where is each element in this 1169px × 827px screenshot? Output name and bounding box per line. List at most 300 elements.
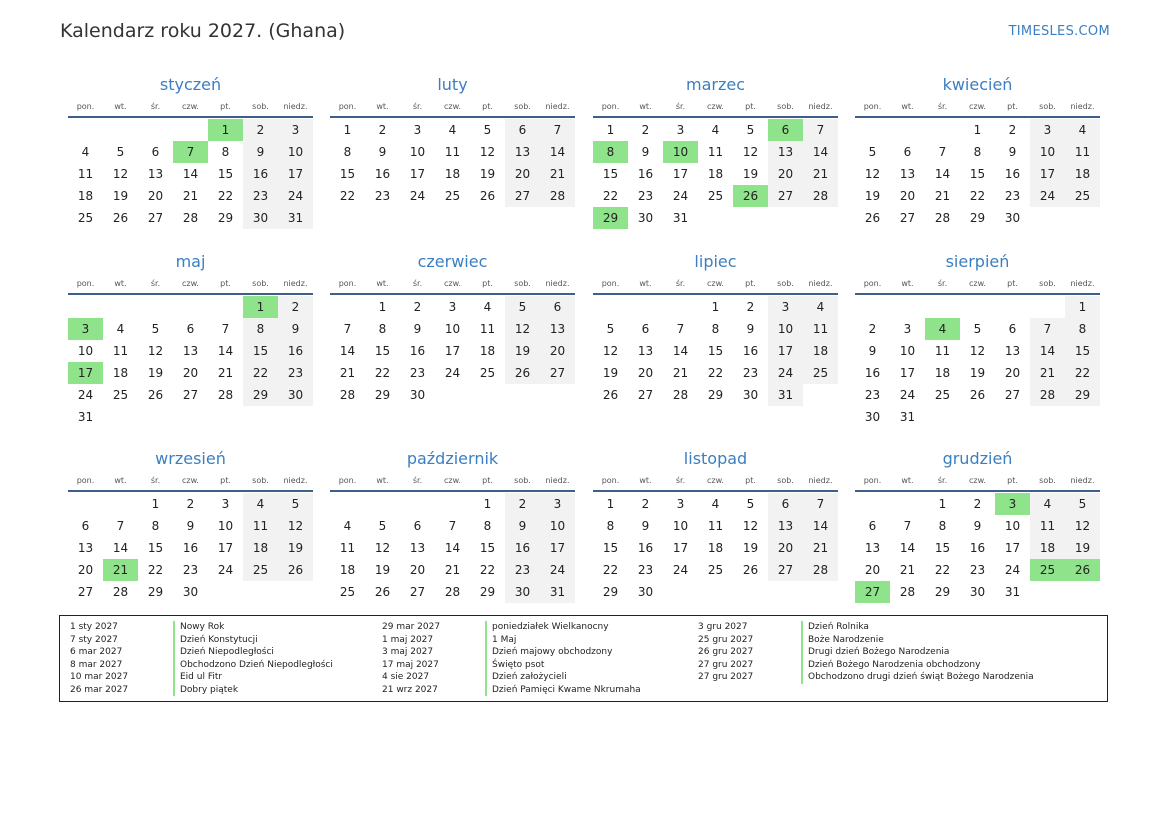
legend-date: 1 sty 2027 [70,622,118,632]
day-cell: 19 [1065,537,1100,559]
day-cell: 2 [641,497,650,511]
weekday-label: czw. [969,102,986,111]
day-cell: 17 [1030,163,1065,185]
day-cell: 27 [147,211,164,225]
empty-cell [855,296,890,318]
day-cell: 17 [278,163,313,185]
weekday-label: wt. [376,476,389,485]
day-cell: 3 [278,119,313,141]
day-cell: 15 [243,340,278,362]
day-cell: 12 [602,344,619,358]
day-cell: 3 [413,123,422,137]
day-grid [855,493,1100,603]
day-cell: 19 [864,189,881,203]
day-grid [68,493,313,603]
day-cell: 4 [1065,119,1100,141]
day-cell: 23 [742,366,759,380]
day-cell: 11 [707,519,724,533]
day-cell: 8 [151,519,160,533]
day-cell: 13 [540,318,575,340]
day-cell: 18 [1030,537,1065,559]
day-cell: 13 [409,541,426,555]
day-cell: 2 [278,296,313,318]
site-link[interactable]: TIMESLES.COM [1008,24,1110,39]
day-cell: 22 [602,189,619,203]
day-cell: 17 [672,167,689,181]
page-title: Kalendarz roku 2027. (Ghana) [60,20,346,42]
day-cell: 9 [641,145,650,159]
day-cell: 27 [637,388,654,402]
day-cell: 9 [973,519,982,533]
month-name: czerwiec [417,252,488,271]
weekday-label: pon. [76,102,95,111]
day-grid [68,296,313,428]
weekday-label: sob. [514,279,531,288]
empty-cell [138,119,173,141]
day-cell: 12 [112,167,129,181]
day-cell: 5 [973,322,982,336]
day-cell: 29 [479,585,496,599]
day-cell: 1 [711,300,720,314]
empty-cell [138,296,173,318]
day-cell: 20 [637,366,654,380]
day-cell: 11 [1065,141,1100,163]
day-cell: 12 [147,344,164,358]
day-cell: 30 [1004,211,1021,225]
day-cell: 2 [868,322,877,336]
weekday-label: śr. [412,476,423,485]
day-cell: 27 [1004,388,1021,402]
day-cell: 5 [483,123,492,137]
day-cell: 24 [1004,563,1021,577]
day-cell: 5 [606,322,615,336]
holiday-day-cell: 21 [103,559,138,581]
weekday-label: pt. [745,279,756,288]
legend-date: 3 maj 2027 [382,647,434,657]
weekday-label: czw. [969,476,986,485]
holiday-day-cell: 8 [593,141,628,163]
weekday-label: wt. [901,102,914,111]
day-cell: 11 [934,344,951,358]
day-cell: 21 [803,163,838,185]
weekday-label: pt. [482,102,493,111]
empty-cell [925,119,960,141]
day-cell: 7 [540,119,575,141]
day-cell: 8 [343,145,352,159]
day-cell: 24 [77,388,94,402]
weekday-label: wt. [639,476,652,485]
day-cell: 29 [969,211,986,225]
day-cell: 1 [973,123,982,137]
weekday-label: śr. [150,476,161,485]
day-cell: 27 [768,559,803,581]
day-cell: 15 [934,541,951,555]
day-cell: 8 [606,519,615,533]
weekday-label: wt. [114,102,127,111]
day-cell: 21 [934,189,951,203]
day-cell: 24 [217,563,234,577]
day-cell: 29 [374,388,391,402]
day-cell: 22 [969,189,986,203]
day-cell: 23 [637,563,654,577]
day-grid [330,296,575,406]
day-cell: 11 [77,167,94,181]
day-cell: 19 [278,537,313,559]
day-cell: 20 [182,366,199,380]
day-cell: 25 [77,211,94,225]
day-cell: 16 [243,163,278,185]
weekday-label: sob. [252,476,269,485]
legend-holiday-name: Obchodzono Dzień Niepodległości [173,659,333,672]
weekday-label: pon. [601,476,620,485]
day-cell: 12 [864,167,881,181]
weekday-label: pt. [482,476,493,485]
day-cell: 18 [479,344,496,358]
day-cell: 10 [1004,519,1021,533]
legend-date: 26 gru 2027 [698,647,754,657]
weekday-label: pt. [745,102,756,111]
day-cell: 3 [768,296,803,318]
day-cell: 9 [413,322,422,336]
day-cell: 29 [707,388,724,402]
month-8 [68,448,313,603]
legend-holiday-name: Dzień założycieli [485,671,567,684]
weekday-label: niedz. [1070,476,1095,485]
day-cell: 19 [742,167,759,181]
day-cell: 25 [444,189,461,203]
day-cell: 4 [116,322,125,336]
holiday-day-cell: 3 [995,493,1030,515]
day-cell: 9 [278,318,313,340]
day-cell: 12 [742,145,759,159]
empty-cell [435,493,470,515]
legend-date: 1 maj 2027 [382,634,434,645]
day-cell: 17 [217,541,234,555]
day-cell: 15 [707,344,724,358]
day-cell: 30 [742,388,759,402]
weekday-label: śr. [412,102,423,111]
legend-holiday-name: Święto psot [485,659,544,672]
day-cell: 14 [540,141,575,163]
weekday-header [68,277,313,291]
day-cell: 24 [672,189,689,203]
day-cell: 31 [278,207,313,229]
day-cell: 14 [1030,340,1065,362]
day-cell: 10 [768,318,803,340]
holiday-day-cell: 26 [733,185,768,207]
month-7 [855,251,1100,428]
day-cell: 13 [1004,344,1021,358]
day-cell: 1 [483,497,492,511]
day-cell: 21 [672,366,689,380]
day-cell: 24 [444,366,461,380]
month-name: marzec [685,75,745,94]
day-cell: 29 [243,384,278,406]
weekday-label: wt. [901,476,914,485]
weekday-label: niedz. [283,102,308,111]
day-cell: 28 [934,211,951,225]
day-cell: 31 [768,384,803,406]
day-cell: 2 [1008,123,1017,137]
header-rule [855,490,1100,492]
holiday-day-cell: 17 [68,362,103,384]
day-cell: 10 [77,344,94,358]
month-5 [330,251,575,406]
day-cell: 18 [77,189,94,203]
empty-cell [330,493,365,515]
empty-cell [890,296,925,318]
weekday-header [330,277,575,291]
day-cell: 30 [243,207,278,229]
weekday-label: pt. [745,476,756,485]
day-cell: 1 [378,300,387,314]
day-cell: 28 [672,388,689,402]
holiday-legend [59,615,1108,702]
weekday-label: śr. [937,279,948,288]
day-cell: 19 [969,366,986,380]
day-cell: 14 [803,141,838,163]
empty-cell [925,296,960,318]
day-cell: 4 [711,497,720,511]
day-cell: 27 [505,185,540,207]
weekday-label: niedz. [808,476,833,485]
day-cell: 17 [768,340,803,362]
header-rule [68,293,313,295]
weekday-label: czw. [444,476,461,485]
day-cell: 28 [444,585,461,599]
month-name: listopad [683,449,748,468]
weekday-label: sob. [514,476,531,485]
holiday-day-cell: 4 [925,318,960,340]
day-cell: 18 [112,366,129,380]
day-cell: 4 [1030,493,1065,515]
day-cell: 13 [505,141,540,163]
day-cell: 23 [374,189,391,203]
legend-date: 6 mar 2027 [70,647,123,657]
day-cell: 27 [409,585,426,599]
day-cell: 15 [479,541,496,555]
day-cell: 9 [505,515,540,537]
day-cell: 12 [505,318,540,340]
day-cell: 17 [444,344,461,358]
day-cell: 15 [969,167,986,181]
weekday-label: śr. [937,102,948,111]
day-cell: 8 [243,318,278,340]
day-cell: 10 [444,322,461,336]
header-rule [330,116,575,118]
weekday-label: pon. [863,279,882,288]
day-cell: 26 [969,388,986,402]
day-cell: 2 [378,123,387,137]
day-cell: 7 [116,519,125,533]
day-cell: 13 [768,515,803,537]
weekday-label: niedz. [545,476,570,485]
legend-date: 27 gru 2027 [698,672,754,682]
day-cell: 15 [147,541,164,555]
empty-cell [400,493,435,515]
day-cell: 13 [768,141,803,163]
day-cell: 1 [606,123,615,137]
day-cell: 26 [479,189,496,203]
month-name: styczeń [159,75,222,94]
day-cell: 31 [1004,585,1021,599]
day-cell: 22 [243,362,278,384]
day-cell: 16 [409,344,426,358]
day-cell: 11 [339,541,356,555]
day-cell: 23 [278,362,313,384]
empty-cell [1030,296,1065,318]
day-cell: 5 [116,145,125,159]
day-cell: 22 [707,366,724,380]
day-cell: 4 [343,519,352,533]
day-cell: 25 [934,388,951,402]
day-cell: 16 [1004,167,1021,181]
day-cell: 2 [243,119,278,141]
header-rule [593,490,838,492]
day-cell: 21 [217,366,234,380]
legend-holiday-name: Dzień Niepodległości [173,646,274,659]
weekday-label: czw. [444,102,461,111]
day-cell: 14 [934,167,951,181]
day-cell: 25 [803,362,838,384]
day-cell: 6 [540,296,575,318]
weekday-label: niedz. [283,279,308,288]
weekday-label: niedz. [545,102,570,111]
day-cell: 25 [707,189,724,203]
day-cell: 7 [938,145,947,159]
day-cell: 20 [864,563,881,577]
day-cell: 26 [602,388,619,402]
day-cell: 7 [448,519,457,533]
day-cell: 10 [1030,141,1065,163]
header-rule [855,293,1100,295]
weekday-label: śr. [675,476,686,485]
day-cell: 30 [505,581,540,603]
day-cell: 16 [374,167,391,181]
day-cell: 28 [803,559,838,581]
weekday-header [68,100,313,114]
weekday-header [593,277,838,291]
day-cell: 30 [864,410,881,424]
day-cell: 23 [637,189,654,203]
weekday-label: pt. [1007,279,1018,288]
day-cell: 31 [77,410,94,424]
weekday-label: sob. [1039,102,1056,111]
day-cell: 24 [540,559,575,581]
day-cell: 6 [903,145,912,159]
day-cell: 26 [742,563,759,577]
empty-cell [68,493,103,515]
day-cell: 4 [448,123,457,137]
day-cell: 15 [374,344,391,358]
legend-date: 4 sie 2027 [382,672,430,682]
day-cell: 20 [1004,366,1021,380]
month-name: październik [406,449,499,468]
weekday-label: czw. [707,102,724,111]
day-cell: 14 [217,344,234,358]
day-cell: 20 [147,189,164,203]
day-cell: 24 [1030,185,1065,207]
day-cell: 6 [186,322,195,336]
day-cell: 9 [1008,145,1017,159]
legend-holiday-name: Obchodzono drugi dzień świąt Bożego Narodzenia [801,671,1034,684]
day-cell: 21 [182,189,199,203]
legend-date: 10 mar 2027 [70,672,129,682]
empty-cell [663,296,698,318]
day-cell: 14 [803,515,838,537]
empty-cell [330,296,365,318]
weekday-label: pt. [220,102,231,111]
day-cell: 25 [1065,185,1100,207]
day-cell: 11 [243,515,278,537]
day-cell: 13 [899,167,916,181]
month-name: grudzień [942,449,1013,468]
day-cell: 15 [217,167,234,181]
day-cell: 13 [182,344,199,358]
weekday-label: pt. [1007,476,1018,485]
weekday-label: czw. [182,476,199,485]
day-cell: 9 [378,145,387,159]
month-name: wrzesień [155,449,226,468]
day-grid [330,119,575,207]
day-cell: 1 [1065,296,1100,318]
legend-date: 8 mar 2027 [70,659,123,670]
weekday-label: pon. [863,476,882,485]
day-cell: 6 [768,493,803,515]
weekday-label: czw. [707,476,724,485]
day-cell: 4 [243,493,278,515]
day-cell: 27 [899,211,916,225]
day-cell: 17 [540,537,575,559]
month-2 [593,74,838,229]
day-cell: 18 [707,167,724,181]
weekday-label: pon. [601,279,620,288]
day-cell: 19 [374,563,391,577]
day-cell: 2 [973,497,982,511]
day-cell: 30 [182,585,199,599]
day-cell: 20 [768,163,803,185]
weekday-header [593,100,838,114]
day-cell: 21 [1030,362,1065,384]
day-cell: 24 [768,362,803,384]
day-cell: 2 [505,493,540,515]
legend-holiday-name: 1 Maj [485,634,516,647]
day-grid [593,493,838,603]
day-cell: 4 [711,123,720,137]
holiday-day-cell: 29 [593,207,628,229]
day-cell: 19 [742,541,759,555]
day-cell: 22 [479,563,496,577]
day-cell: 11 [803,318,838,340]
weekday-label: niedz. [808,279,833,288]
day-cell: 4 [483,300,492,314]
day-cell: 14 [339,344,356,358]
day-cell: 10 [409,145,426,159]
day-grid [68,119,313,229]
day-cell: 25 [479,366,496,380]
day-cell: 30 [637,211,654,225]
day-cell: 14 [112,541,129,555]
day-cell: 18 [707,541,724,555]
holiday-day-cell: 3 [68,318,103,340]
day-cell: 9 [243,141,278,163]
day-cell: 28 [339,388,356,402]
empty-cell [68,119,103,141]
day-cell: 21 [444,563,461,577]
day-cell: 20 [540,340,575,362]
day-cell: 28 [1030,384,1065,406]
day-cell: 15 [1065,340,1100,362]
